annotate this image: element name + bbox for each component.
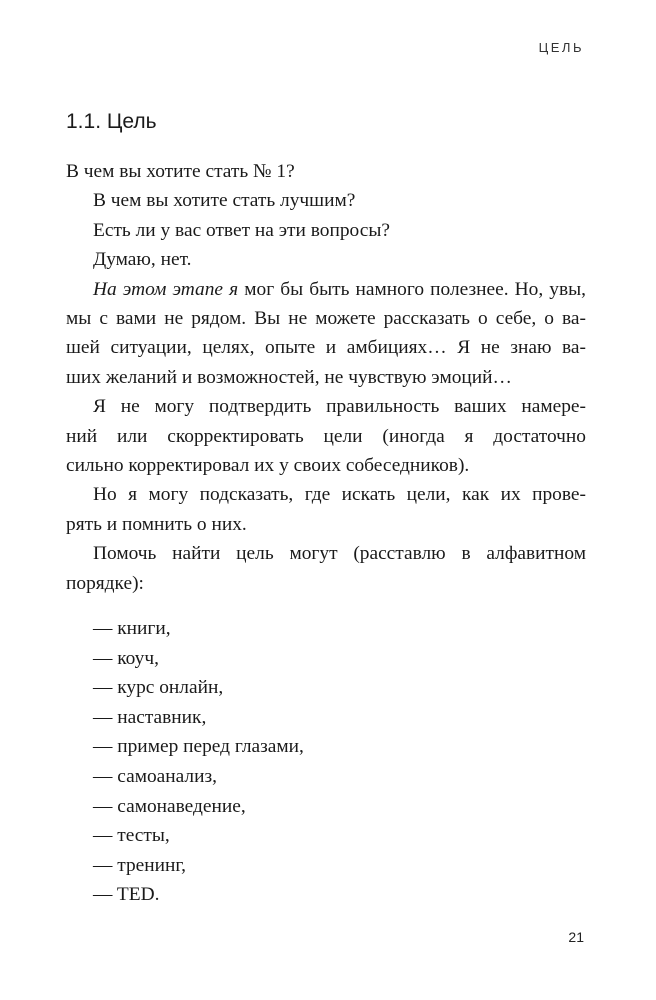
paragraph-line: Но я могу подсказать, где искать цели, как их прове- <box>93 484 586 506</box>
page-number: 21 <box>568 929 584 945</box>
paragraph-line: сильно корректировал их у своих собеседников). <box>66 455 470 477</box>
list-item: — наставник, <box>93 706 207 728</box>
paragraph-text: мог бы быть намного полезнее. Но, увы, <box>238 278 587 300</box>
paragraph-line: ших желаний и возможностей, не чувствую эмоций… <box>66 366 512 388</box>
paragraph-line: шей ситуации, целях, опыте и амбициях… Я не знаю ва- <box>66 337 586 359</box>
list-item: — книги, <box>93 618 171 639</box>
paragraph-line: Помочь найти цель могут (расставлю в алфавитном <box>93 543 586 565</box>
list-item: — TED. <box>93 884 160 906</box>
paragraph-line: мы с вами не рядом. Вы не можете рассказать о себе, о ва- <box>66 308 586 330</box>
list-item: — тесты, <box>93 825 170 847</box>
paragraph-line <box>66 275 586 304</box>
question-line-2: В чем вы хотите стать лучшим? <box>93 190 356 212</box>
question-line-1: В чем вы хотите стать № 1? <box>66 161 295 182</box>
list-item: — самоанализ, <box>93 765 217 787</box>
list-item: — тренинг, <box>93 854 186 876</box>
list-item: — самонаведение, <box>93 795 246 817</box>
section-title: 1.1. Цель <box>66 110 157 133</box>
paragraph-line: рять и помнить о них. <box>66 513 247 535</box>
list-item: — пример перед глазами, <box>93 736 304 758</box>
question-line-3: Есть ли у вас ответ на эти вопросы? <box>93 219 390 241</box>
list-item: — курс онлайн, <box>93 677 224 699</box>
italic-phrase: На этом этапе я <box>93 278 239 300</box>
sources-list <box>93 614 304 910</box>
answer-line: Думаю, нет. <box>93 249 192 271</box>
paragraph-line: порядке): <box>66 572 144 594</box>
running-head: ЦЕЛЬ <box>538 40 584 55</box>
body-text <box>66 157 586 598</box>
paragraph-line: Я не могу подтвердить правильность ваших намере- <box>93 396 586 418</box>
list-item: — коуч, <box>93 647 159 669</box>
paragraph-line: ний или скорректировать цели (иногда я достаточно <box>66 425 586 447</box>
